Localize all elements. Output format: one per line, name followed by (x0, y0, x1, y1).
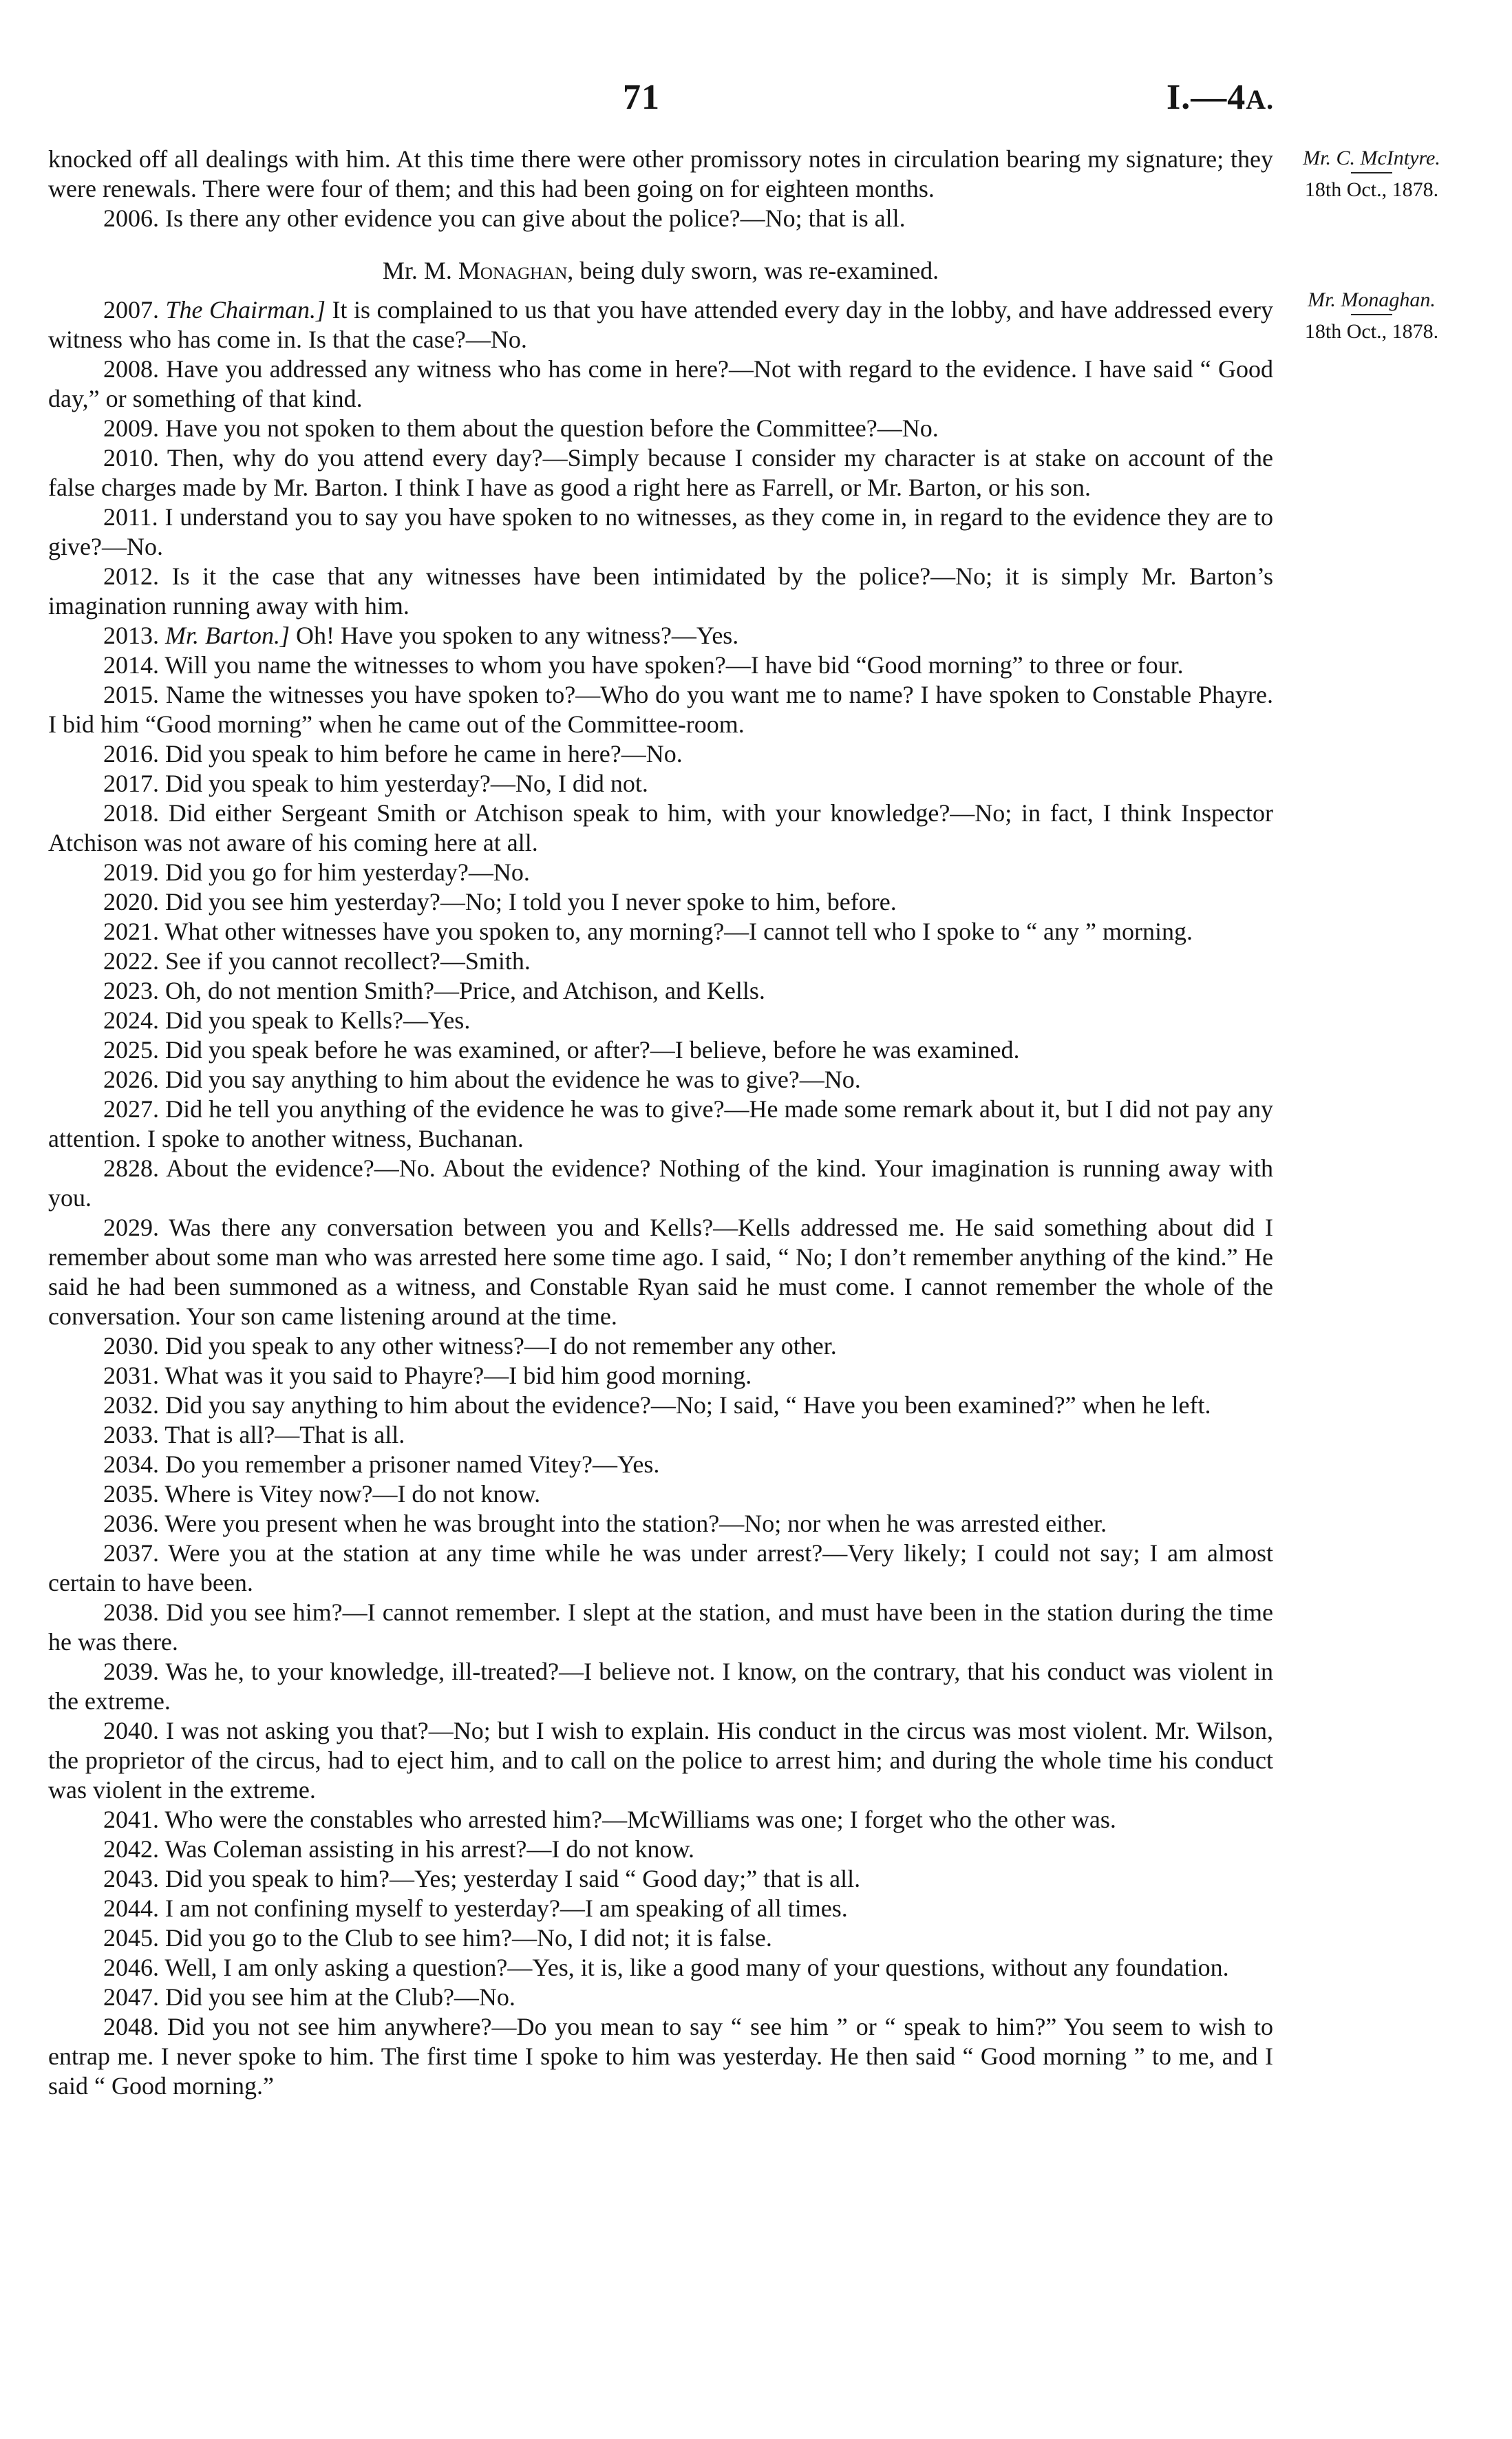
qa-paragraph (48, 769, 1273, 799)
paragraph (48, 204, 1273, 233)
qa-text: Do you remember a prisoner named Vitey?—Yes. (165, 1450, 660, 1478)
qa-text: Did you see him at the Club?—No. (165, 1983, 515, 2011)
qa-text: Were you at the station at any time while he was under arrest?—Very likely; I could not say; I am almost certain to have been. (48, 1539, 1273, 1596)
qa-paragraph (48, 355, 1273, 414)
qa-text: I was not asking you that?—No; but I wish to explain. His conduct in the circus was most violent. Mr. Wilson, the proprietor of the circus, had to eject him, and to call on the police to arrest him; and during the whole time his conduct was violent in the extreme. (48, 1717, 1273, 1804)
question-answer-list (48, 295, 1273, 2101)
qa-text: Will you name the witnesses to whom you have spoken?—I have bid “Good morning” to three or four. (164, 651, 1184, 679)
qa-paragraph (48, 1331, 1273, 1361)
question-number: 2010. (103, 444, 159, 472)
qa-paragraph (48, 887, 1273, 917)
qa-paragraph (48, 799, 1273, 858)
qa-text: Was there any conversation between you and Kells?—Kells addressed me. He said something about did I remember about some man who was arrested here some time ago. I said, “ No; I don’t remember anything of the kind.” He said he had been summoned as a witness, and Constable Ryan said he must come. I cannot remember the whole of the conversation. Your son came listening around at the time. (48, 1214, 1273, 1330)
qa-paragraph (48, 1864, 1273, 1894)
question-number: 2021. (103, 918, 159, 945)
question-number: 2013. (103, 622, 159, 649)
qa-text: Did you speak before he was examined, or after?—I believe, before he was examined. (165, 1036, 1020, 1064)
reference-suffix: A. (1246, 84, 1275, 115)
question-number: 2007. (103, 296, 159, 324)
question-number: 2024. (103, 1006, 159, 1034)
qa-text: Was Coleman assisting in his arrest?—I do not know. (164, 1835, 695, 1863)
qa-text: See if you cannot recollect?—Smith. (165, 947, 531, 975)
qa-paragraph (48, 1479, 1273, 1509)
question-number: 2045. (103, 1924, 159, 1952)
qa-text: Name the witnesses you have spoken to?—Who do you want me to name? I have spoken to Constable Phayre. I bid him “Good morning” when he came out of the Committee-room. (48, 681, 1273, 738)
qa-text: Was he, to your knowledge, ill-treated?—I believe not. I know, on the contrary, that his conduct was violent in the extreme. (48, 1658, 1273, 1715)
qa-text: Did you say anything to him about the evidence he was to give?—No. (165, 1066, 861, 1093)
question-number: 2008. (103, 355, 159, 383)
paragraph (48, 145, 1273, 204)
question-number: 2026. (103, 1066, 159, 1093)
qa-text: What was it you said to Phayre?—I bid him good morning. (164, 1362, 752, 1389)
qa-text: Did you not see him anywhere?—Do you mean to say “ see him ” or “ speak to him?” You seem to wish to entrap me. I never spoke to him. The first time I spoke to him was yesterday. He then said “ Good morning ” to me, and I said “ Good morning.” (48, 2013, 1274, 2100)
qa-paragraph (48, 621, 1273, 651)
page-number: 71 (623, 78, 660, 117)
qa-text: I understand you to say you have spoken to no witnesses, as they come in, in regard to the evidence they are to give?—No. (48, 503, 1274, 560)
paragraph-text: Is there any other evidence you can give about the police?—No; that is all. (165, 204, 906, 232)
question-number: 2040. (103, 1717, 159, 1744)
qa-paragraph (48, 1361, 1273, 1391)
qa-paragraph (48, 1391, 1273, 1420)
heading-prefix: Mr. M. (382, 257, 458, 284)
body-text (48, 145, 1273, 2101)
question-number: 2017. (103, 770, 159, 797)
margin-witness-name: Mr. C. McIntyre. (1303, 147, 1440, 169)
qa-text: Did he tell you anything of the evidence he was to give?—He made some remark about it, but I did not pay any attention. I spoke to another witness, Buchanan. (48, 1095, 1273, 1152)
qa-paragraph (48, 2012, 1273, 2101)
qa-paragraph (48, 1035, 1273, 1065)
qa-text: Oh! Have you spoken to any witness?—Yes. (296, 622, 739, 649)
qa-paragraph (48, 1509, 1273, 1539)
margin-dash (1351, 172, 1392, 173)
qa-paragraph (48, 976, 1273, 1006)
question-number: 2828. (103, 1154, 159, 1182)
witness-heading (48, 256, 1273, 286)
qa-paragraph (48, 443, 1273, 503)
qa-paragraph (48, 1923, 1273, 1953)
heading-suffix: , being duly sworn, was re-examined. (567, 257, 939, 284)
qa-text: Well, I am only asking a question?—Yes, it is, like a good many of your questions, without any foundation. (164, 1954, 1229, 1981)
qa-paragraph (48, 1154, 1273, 1213)
reference-main: I.—4 (1167, 78, 1246, 117)
qa-paragraph (48, 1894, 1273, 1923)
speaker-label: The Chairman.] (165, 296, 326, 324)
question-number: 2022. (103, 947, 159, 975)
question-number: 2048. (103, 2013, 159, 2040)
qa-paragraph (48, 1539, 1273, 1598)
margin-date: 18th Oct., 1878. (1304, 178, 1439, 201)
question-number: 2046. (103, 1954, 159, 1981)
question-number: 2027. (103, 1095, 159, 1123)
qa-paragraph (48, 1953, 1273, 1983)
qa-text: Did you speak to any other witness?—I do not remember any other. (165, 1332, 837, 1360)
speaker-label: Mr. Barton.] (165, 622, 290, 649)
margin-note-mcintyre (1279, 146, 1465, 202)
question-number: 2025. (103, 1036, 159, 1064)
qa-paragraph (48, 1598, 1273, 1657)
question-number: 2011. (103, 503, 158, 531)
qa-text: Did you speak to Kells?—Yes. (165, 1006, 471, 1034)
qa-paragraph (48, 680, 1273, 739)
qa-text: Did you see him yesterday?—No; I told you I never spoke to him, before. (165, 888, 897, 916)
qa-text: Then, why do you attend every day?—Simply because I consider my character is at stake on account of the false charges made by Mr. Barton. I think I have as good a right here as Farrell, or Mr. Barton, or his son. (48, 444, 1273, 501)
qa-text: Did you go for him yesterday?—No. (165, 858, 530, 886)
qa-text: About the evidence?—No. About the evidence? Nothing of the kind. Your imagination is running away with you. (48, 1154, 1273, 1212)
question-number: 2023. (103, 977, 159, 1004)
question-number: 2018. (103, 799, 159, 827)
question-number: 2035. (103, 1480, 159, 1508)
question-number: 2006. (103, 204, 159, 232)
qa-paragraph (48, 651, 1273, 680)
qa-text: Have you addressed any witness who has come in here?—Not with regard to the evidence. I have said “ Good day,” or something of that kind. (48, 355, 1274, 412)
qa-text: Who were the constables who arrested him?—McWilliams was one; I forget who the other was. (164, 1806, 1116, 1833)
question-number: 2030. (103, 1332, 159, 1360)
question-number: 2044. (103, 1894, 159, 1922)
question-number: 2029. (103, 1214, 159, 1241)
qa-paragraph (48, 414, 1273, 443)
question-number: 2031. (103, 1362, 159, 1389)
qa-text: Did you speak to him?—Yes; yesterday I said “ Good day;” that is all. (165, 1865, 861, 1892)
question-number: 2009. (103, 414, 159, 442)
question-number: 2041. (103, 1806, 159, 1833)
qa-paragraph (48, 562, 1273, 621)
question-number: 2042. (103, 1835, 159, 1863)
qa-paragraph (48, 1420, 1273, 1450)
question-number: 2015. (103, 681, 159, 708)
document-reference (1167, 77, 1274, 118)
qa-text: Where is Vitey now?—I do not know. (164, 1480, 541, 1508)
qa-paragraph (48, 1983, 1273, 2012)
qa-text: Did you say anything to him about the evidence?—No; I said, “ Have you been examined?” when he left. (165, 1391, 1211, 1419)
qa-paragraph (48, 1657, 1273, 1716)
qa-paragraph (48, 1006, 1273, 1035)
question-number: 2014. (103, 651, 159, 679)
question-number: 2039. (103, 1658, 159, 1685)
qa-text: Were you present when he was brought into the station?—No; nor when he was arrested either. (164, 1510, 1107, 1537)
qa-text: Have you not spoken to them about the question before the Committee?—No. (165, 414, 939, 442)
qa-text: Did either Sergeant Smith or Atchison speak to him, with your knowledge?—No; in fact, I think Inspector Atchison was not aware of his coming here at all. (48, 799, 1273, 856)
question-number: 2034. (103, 1450, 159, 1478)
qa-paragraph (48, 917, 1273, 947)
qa-paragraph (48, 858, 1273, 887)
qa-text: Oh, do not mention Smith?—Price, and Atchison, and Kells. (165, 977, 765, 1004)
margin-date: 18th Oct., 1878. (1304, 320, 1439, 343)
qa-paragraph (48, 1835, 1273, 1864)
qa-text: That is all?—That is all. (164, 1421, 405, 1448)
question-number: 2032. (103, 1391, 159, 1419)
qa-text: Did you speak to him yesterday?—No, I did not. (165, 770, 648, 797)
question-number: 2016. (103, 740, 159, 768)
qa-paragraph (48, 295, 1273, 355)
qa-text: I am not confining myself to yesterday?—I am speaking of all times. (165, 1894, 848, 1922)
question-number: 2020. (103, 888, 159, 916)
question-number: 2047. (103, 1983, 159, 2011)
qa-paragraph (48, 1213, 1273, 1331)
margin-note-monaghan (1279, 288, 1465, 344)
qa-text: Did you speak to him before he came in here?—No. (165, 740, 683, 768)
qa-paragraph (48, 503, 1273, 562)
qa-paragraph (48, 1095, 1273, 1154)
qa-text: Did you go to the Club to see him?—No, I did not; it is false. (165, 1924, 772, 1952)
qa-paragraph (48, 739, 1273, 769)
question-number: 2012. (103, 562, 159, 590)
qa-text: Is it the case that any witnesses have been intimidated by the police?—No; it is simply Mr. Barton’s imagination running away with him. (48, 562, 1274, 620)
margin-witness-name: Mr. Monaghan. (1308, 288, 1436, 311)
qa-paragraph (48, 1805, 1273, 1835)
question-number: 2038. (103, 1598, 159, 1626)
paragraph-text: knocked off all dealings with him. At this time there were other promissory notes in circulation bearing my signature; they were renewals. There were four of them; and this had been going on for eighteen months. (48, 145, 1273, 202)
qa-text: Did you see him?—I cannot remember. I slept at the station, and must have been in the station during the time he was there. (48, 1598, 1274, 1656)
question-number: 2036. (103, 1510, 159, 1537)
qa-paragraph (48, 1065, 1273, 1095)
qa-paragraph (48, 1450, 1273, 1479)
qa-text: What other witnesses have you spoken to, any morning?—I cannot tell who I spoke to “ any ” morning. (164, 918, 1193, 945)
qa-text: It is complained to us that you have attended every day in the lobby, and have addressed every witness who has come in. Is that the case?—No. (48, 296, 1274, 353)
margin-dash (1351, 314, 1392, 315)
question-number: 2043. (103, 1865, 159, 1892)
question-number: 2019. (103, 858, 159, 886)
qa-paragraph (48, 1716, 1273, 1805)
question-number: 2037. (103, 1539, 159, 1567)
witness-name: Monaghan (458, 257, 568, 284)
question-number: 2033. (103, 1421, 159, 1448)
qa-paragraph (48, 947, 1273, 976)
